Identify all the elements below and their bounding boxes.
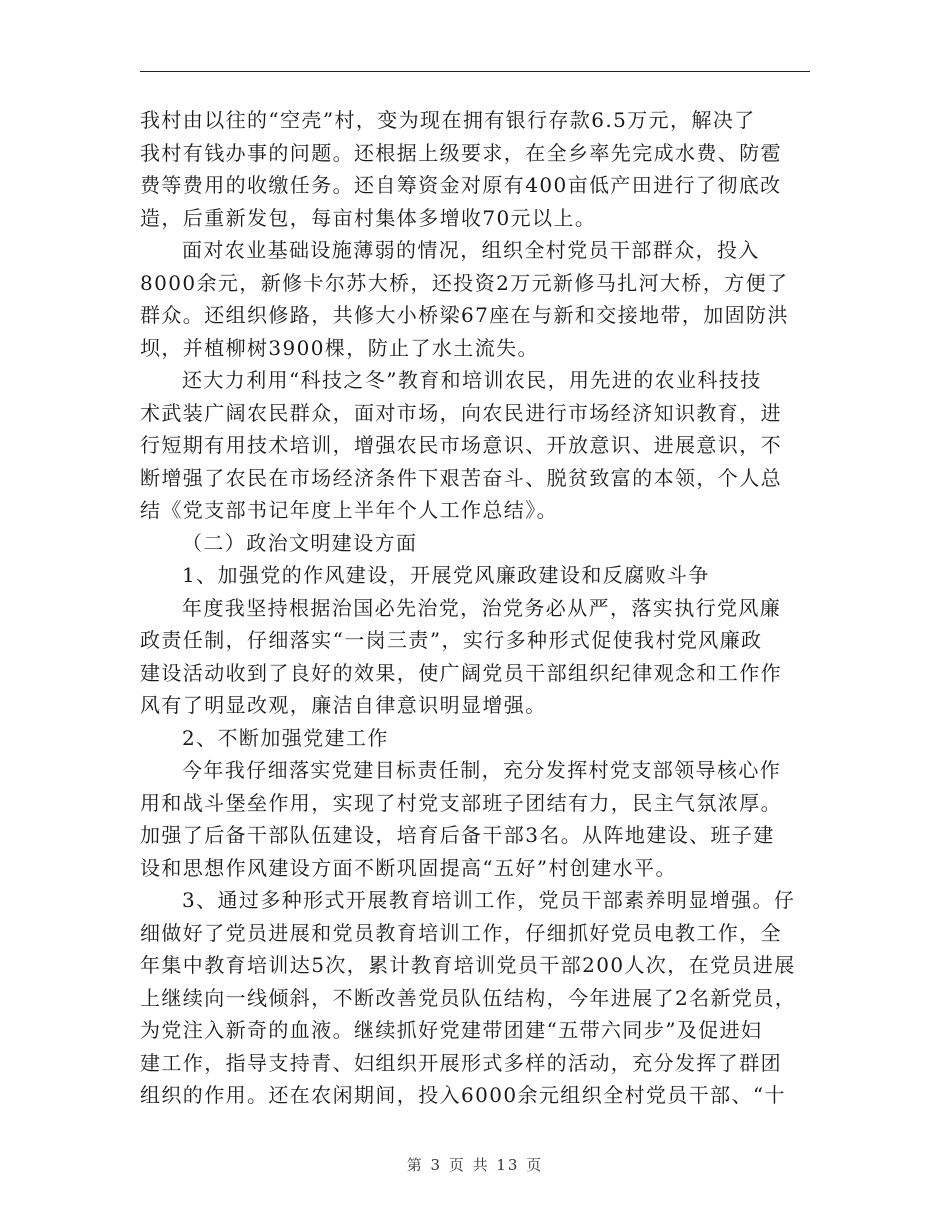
- text-line: 上继续向一线倾斜，不断改善党员队伍结构，今年进展了2名新党员，: [140, 985, 797, 1010]
- text-line: 政责任制，仔细落实“一岗三责”，实行多种形式促使我村党风廉政: [140, 628, 763, 652]
- text-line: 设和思想作风建设方面不断巩固提高“五好”村创建水平。: [140, 855, 677, 880]
- text-line: 行短期有用技术培训，增强农民市场意识、开放意识、进展意识，不: [140, 433, 782, 457]
- text-line: 年集中教育培训达5次，累计教育培训党员干部200人次，在党员进展: [140, 953, 796, 977]
- text-line: 细做好了党员进展和党员教育培训工作，仔细抓好党员电教工作，全: [140, 920, 782, 945]
- text-line: 为党注入新奇的血液。继续抓好党建带团建“五带六同步”及促进妇: [140, 1018, 763, 1042]
- text-line: 8000余元，新修卡尔苏大桥，还投资2万元新修马扎河大桥，方便了: [140, 270, 789, 295]
- text-line: 建设活动收到了良好的效果，使广阔党员干部组织纪律观念和工作作: [140, 660, 782, 685]
- text-line: 费等费用的收缴任务。还自筹资金对原有400亩低产田进行了彻底改: [140, 173, 782, 197]
- text-line: 断增强了农民在市场经济条件下艰苦奋斗、脱贫致富的本领，个人总: [140, 465, 782, 490]
- header-rule: [140, 71, 810, 72]
- text-line: 造，后重新发包，每亩村集体多增收70元以上。: [140, 205, 597, 230]
- text-line: 我村有钱办事的问题。还根据上级要求，在全乡率先完成水费、防雹: [140, 140, 782, 165]
- text-line: 年度我坚持根据治国必先治党，治党务必从严，落实执行党风廉: [182, 595, 782, 620]
- text-line: 风有了明显改观，廉洁自律意识明显增强。: [140, 693, 547, 717]
- text-line: 我村由以往的“空壳”村，变为现在拥有银行存款6.5万元，解决了: [140, 108, 756, 132]
- text-line: 组织的作用。还在农闲期间，投入6000余元组织全村党员干部、“十: [140, 1083, 786, 1107]
- text-line: 术武装广阔农民群众，面对市场，向农民进行市场经济知识教育，进: [140, 400, 782, 425]
- text-line: 面对农业基础设施薄弱的情况，组织全村党员干部群众，投入: [182, 238, 760, 262]
- text-line: 3、通过多种形式开展教育培训工作，党员干部素养明显增强。仔: [182, 888, 796, 912]
- text-line: 结《党支部书记年度上半年个人工作总结》。: [140, 498, 558, 522]
- text-line: 坝，并植柳树3900棵，防止了水土流失。: [140, 335, 539, 360]
- text-line: 群众。还组织修路，共修大小桥梁67座在与新和交接地带，加固防洪: [140, 303, 789, 327]
- text-line: 还大力利用“科技之冬”教育和培训农民，用先进的农业科技技: [182, 368, 762, 392]
- text-line: 建工作，指导支持青、妇组织开展形式多样的活动，充分发挥了群团: [140, 1050, 782, 1075]
- text-line: 2、不断加强党建工作: [182, 725, 389, 750]
- text-line: 用和战斗堡垒作用，实现了村党支部班子团结有力，民主气氛浓厚。: [140, 790, 782, 815]
- text-line: （二）政治文明建设方面: [182, 530, 418, 555]
- text-line: 加强了后备干部队伍建设，培育后备干部3名。从阵地建设、班子建: [140, 823, 775, 847]
- text-line: 1、加强党的作风建设，开展党风廉政建设和反腐败斗争: [182, 563, 710, 587]
- text-line: 今年我仔细落实党建目标责任制，充分发挥村党支部领导核心作: [182, 758, 782, 782]
- document-body: [140, 104, 810, 1112]
- page-footer: 第 3 页 共 13 页: [406, 1156, 544, 1174]
